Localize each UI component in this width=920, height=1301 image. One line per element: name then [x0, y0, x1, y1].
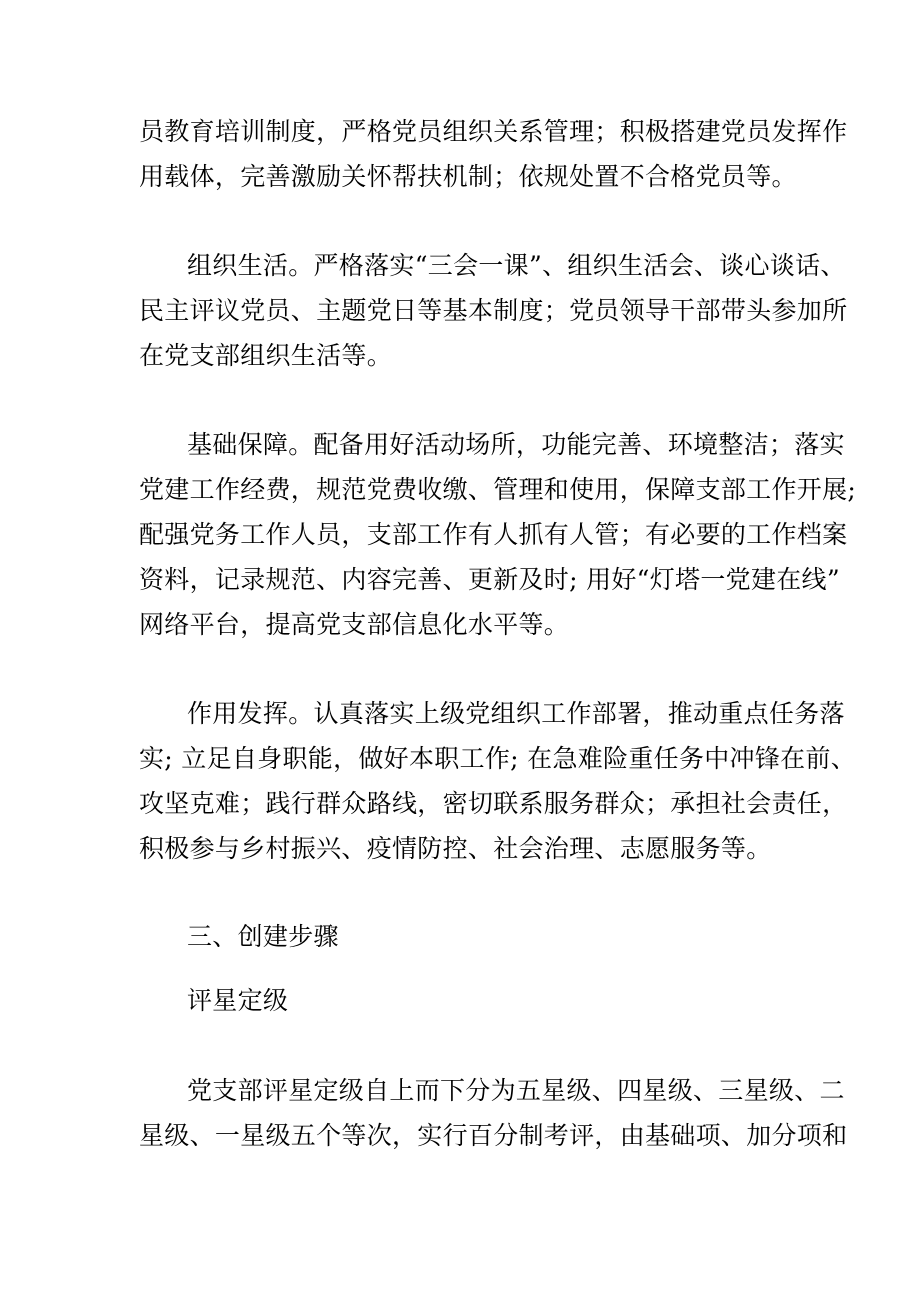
text-line: 用载体，完善激励关怀帮扶机制；依规处置不合格党员等。 [139, 162, 797, 191]
text-line: 民主评议党员、主题党日等基本制度；党员领导干部带头参加所 [139, 296, 848, 325]
paragraph-heading-line: 作用发挥。认真落实上级党组织工作部署，推动重点任务落 [187, 699, 845, 728]
text-line: 实; 立足自身职能，做好本职工作; 在急难险重任务中冲锋在前、 [139, 744, 857, 773]
paragraph-heading-line: 党支部评星定级自上而下分为五星级、四星级、三星级、二 [187, 1076, 845, 1105]
text-line: 星级、一星级五个等次，实行百分制考评，由基础项、加分项和 [139, 1121, 848, 1150]
text-line: 积极参与乡村振兴、疫情防控、社会治理、志愿服务等。 [139, 834, 772, 863]
text-line: 攻坚克难；践行群众路线，密切联系服务群众；承担社会责任， [139, 789, 848, 818]
paragraph-heading-line: 组织生活。严格落实“三会一课”、组织生活会、谈心谈话、 [187, 251, 846, 280]
paragraph-heading-line: 基础保障。配备用好活动场所，功能完善、环境整洁；落实 [187, 430, 845, 459]
section-heading: 三、创建步骤 [187, 922, 339, 951]
text-line: 网络平台，提高党支部信息化水平等。 [139, 610, 570, 639]
text-line: 在党支部组织生活等。 [139, 341, 393, 370]
text-line: 员教育培训制度，严格党员组织关系管理；积极搭建党员发挥作 [139, 117, 848, 146]
subsection-heading: 评星定级 [187, 986, 289, 1015]
text-line: 资料，记录规范、内容完善、更新及时; 用好“灯塔一党建在线” [139, 565, 840, 594]
text-line: 党建工作经费，规范党费收缴、管理和使用，保障支部工作开展; [139, 475, 857, 504]
text-line: 配强党务工作人员，支部工作有人抓有人管；有必要的工作档案 [139, 520, 848, 549]
